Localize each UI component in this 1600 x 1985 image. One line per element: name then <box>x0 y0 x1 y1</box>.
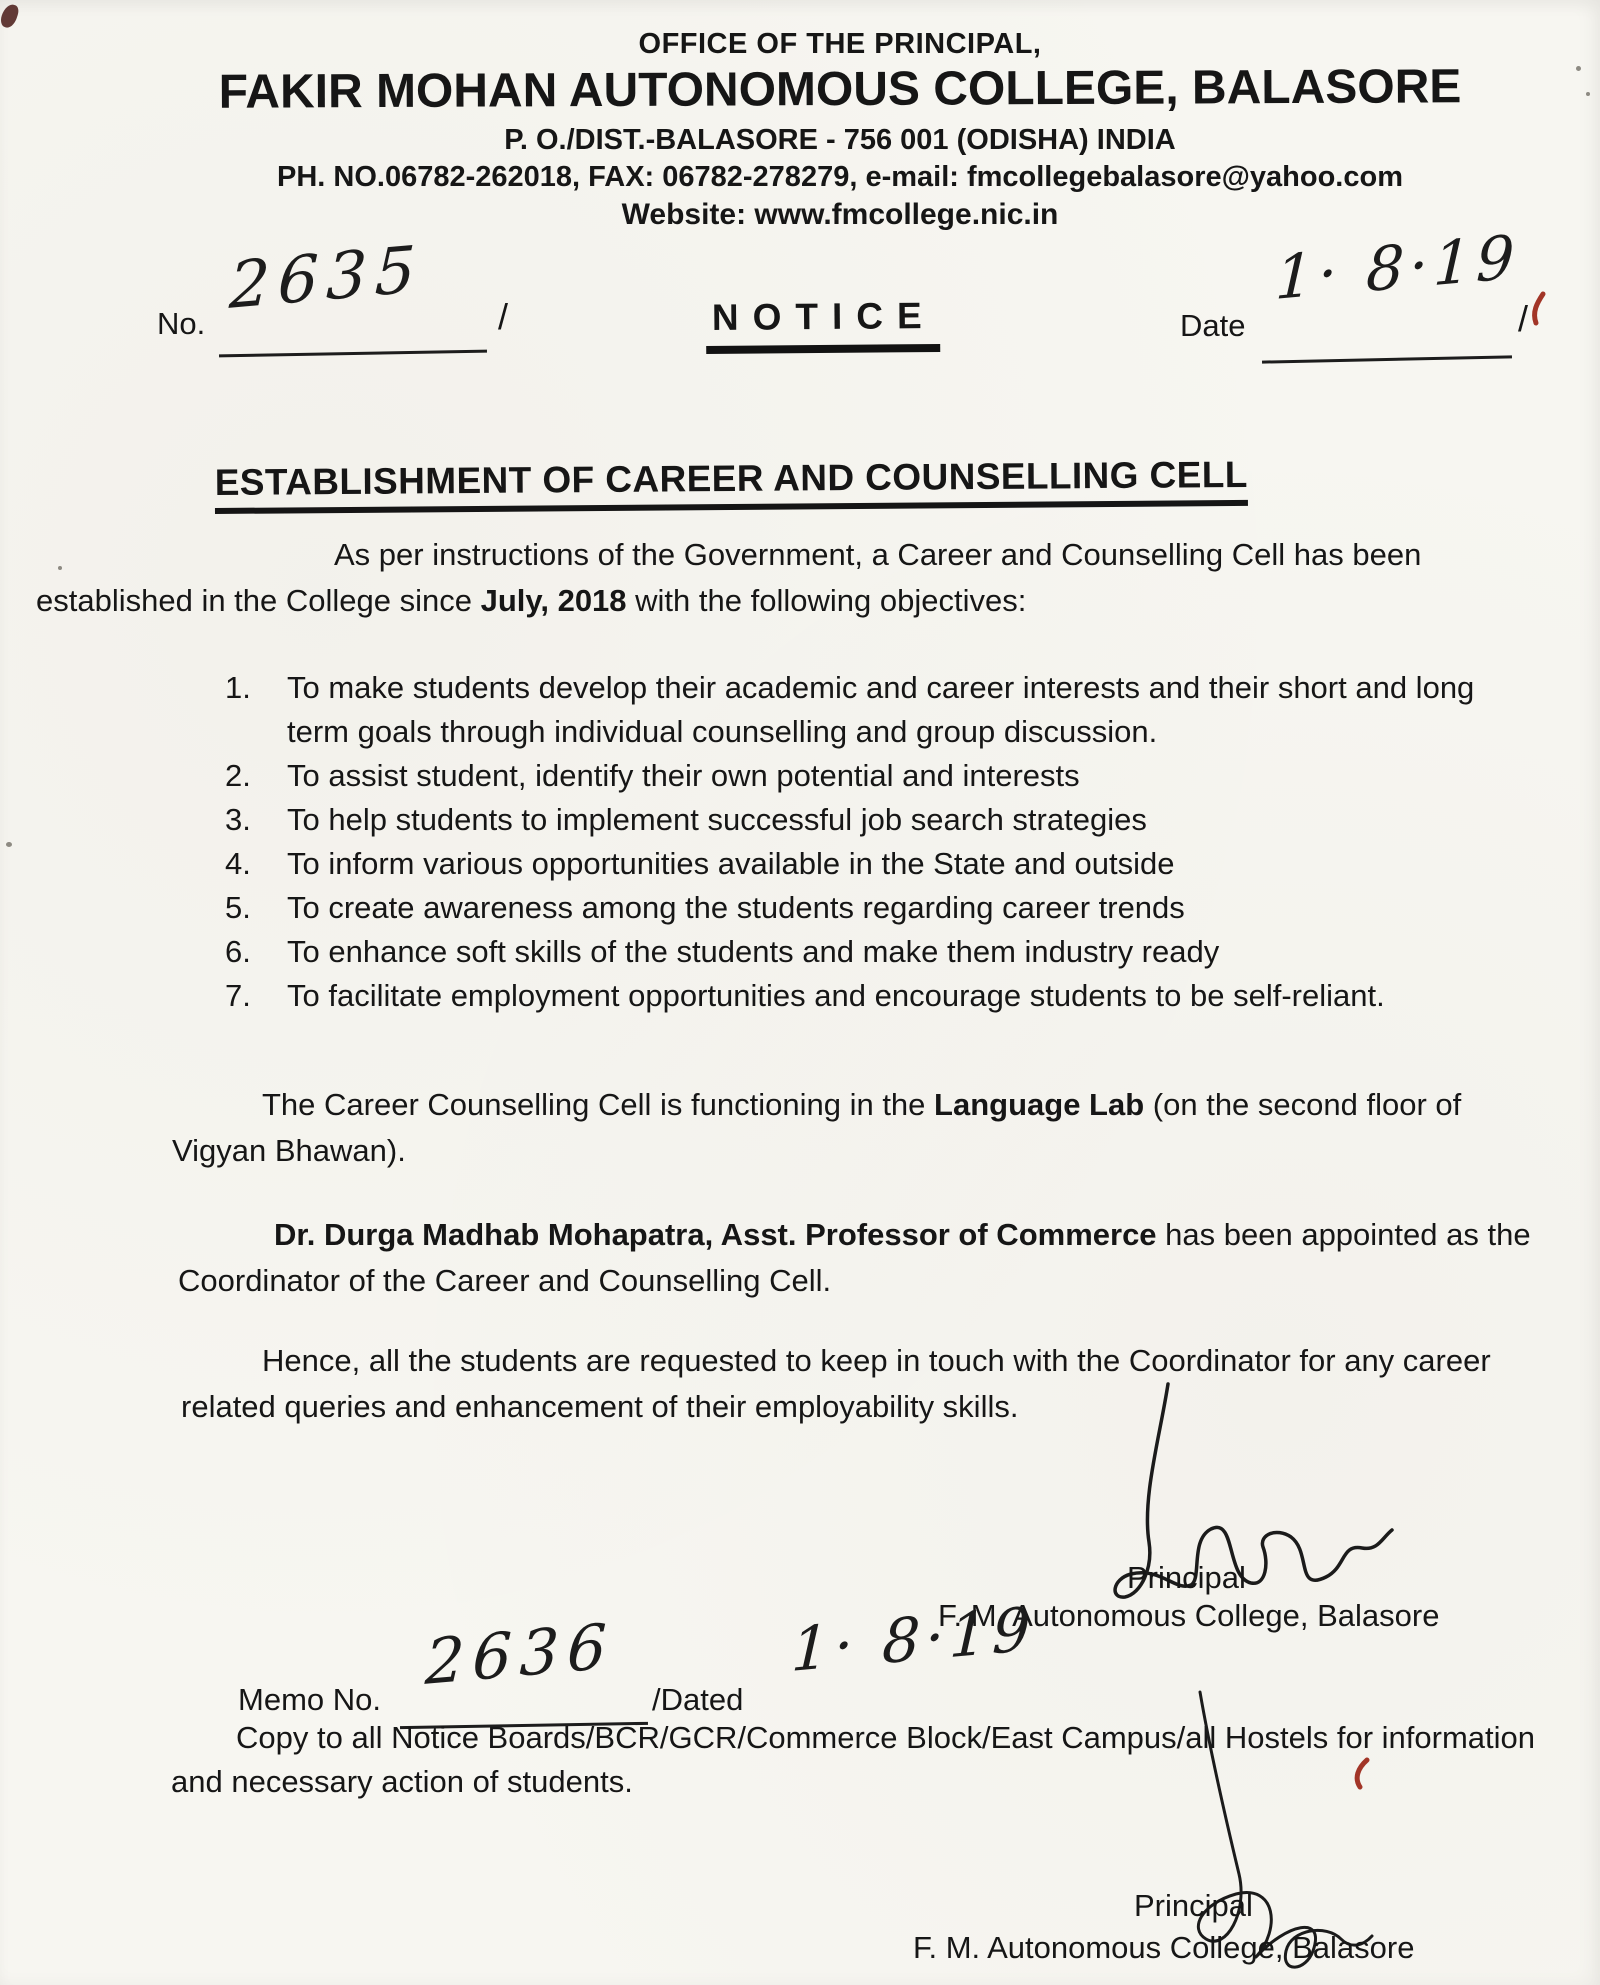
scan-speck <box>6 842 12 847</box>
memo-label: Memo No. <box>238 1682 381 1717</box>
objectives-list <box>225 666 1540 1018</box>
memo-number-handwritten: 2635 <box>228 232 425 324</box>
list-number: 3. <box>225 802 251 837</box>
date-label: Date <box>1180 308 1246 343</box>
location-pre: The Career Counselling Cell is functioning in the <box>262 1087 935 1122</box>
coordinator-paragraph <box>178 1212 1563 1304</box>
location-bold: Language Lab <box>934 1087 1145 1122</box>
memo-dated-label: /Dated <box>652 1682 744 1717</box>
list-number: 1. <box>225 670 251 705</box>
location-paragraph <box>172 1082 1562 1174</box>
list-item <box>225 842 1540 886</box>
coordinator-bold: Dr. Durga Madhab Mohapatra, Asst. Professor of Commerce <box>274 1217 1157 1252</box>
list-text: To enhance soft skills of the students and make them industry ready <box>287 934 1220 969</box>
letterhead <box>90 28 1590 232</box>
signature-institution: F. M. Autonomous College, Balasore <box>938 1598 1440 1633</box>
notice-heading: NOTICE <box>706 295 940 354</box>
coordinator-post: has been appointed as the Coordinator of the Career and Counselling Cell. <box>178 1217 1531 1298</box>
list-item <box>225 886 1540 930</box>
list-number: 2. <box>225 758 251 793</box>
no-label: No. <box>157 306 206 341</box>
list-item <box>225 974 1540 1018</box>
copy-to-paragraph: Copy to all Notice Boards/BCR/GCR/Commerce Block/East Campus/all Hostels for information and necessary action of students. <box>171 1720 1536 1799</box>
intro-post: with the following objectives: <box>626 583 1027 618</box>
date-handwritten: 1· 8·19 <box>1274 222 1521 314</box>
college-name: FAKIR MOHAN AUTONOMOUS COLLEGE, BALASORE <box>218 60 1462 120</box>
list-text: To inform various opportunities available in the State and outside <box>287 846 1175 881</box>
intro-bold: July, 2018 <box>480 583 627 618</box>
list-text: To assist student, identify their own potential and interests <box>287 758 1080 793</box>
scan-stain-top-left <box>0 2 20 29</box>
contact-line: PH. NO.06782-262018, FAX: 06782-278279, e-mail: fmcollegebalasore@yahoo.com <box>277 160 1403 193</box>
list-number: 7. <box>225 978 251 1013</box>
date-blank-line <box>1262 355 1512 363</box>
memo-number-handwritten: 2636 <box>424 1608 616 1699</box>
notice-title-wrap <box>214 453 1248 514</box>
office-line: OFFICE OF THE PRINCIPAL, <box>638 28 1042 60</box>
notice-title: ESTABLISHMENT OF CAREER AND COUNSELLING CELL <box>215 454 1248 514</box>
list-text: To help students to implement successful job search strategies <box>287 802 1147 837</box>
address-line: P. O./DIST.-BALASORE - 756 001 (ODISHA) INDIA <box>504 124 1176 157</box>
signature-institution-bottom: F. M. Autonomous College, Balasore <box>913 1930 1415 1965</box>
list-text: To make students develop their academic and career interests and their short and long term goals through individual counselling and group discussion. <box>287 670 1475 749</box>
list-number: 5. <box>225 890 251 925</box>
closing-paragraph: Hence, all the students are requested to keep in touch with the Coordinator for any career related queries and enhancement of their employability skills. <box>181 1343 1491 1424</box>
list-item <box>225 754 1540 798</box>
list-item <box>225 798 1540 842</box>
location-post: (on the second floor of Vigyan Bhawan). <box>172 1087 1462 1168</box>
memo-date-handwritten: 1· 8·19 <box>790 1594 1037 1686</box>
signature-designation: Principal <box>1127 1560 1246 1595</box>
list-item <box>225 930 1540 974</box>
list-text: To create awareness among the students regarding career trends <box>287 890 1185 925</box>
list-text: To facilitate employment opportunities and encourage students to be self-reliant. <box>287 978 1385 1013</box>
intro-paragraph <box>36 532 1541 624</box>
no-slash: / <box>498 296 509 337</box>
list-number: 6. <box>225 934 251 969</box>
website-line: Website: www.fmcollege.nic.in <box>621 198 1059 232</box>
no-blank-line <box>219 350 487 358</box>
red-pen-mark-date <box>1527 290 1549 328</box>
intro-pre: As per instructions of the Government, a Career and Counselling Cell has been established in the College since <box>36 537 1422 618</box>
list-item <box>225 666 1540 754</box>
signature-designation-bottom: Principal <box>1134 1888 1253 1923</box>
date-slash: / <box>1518 298 1529 339</box>
list-number: 4. <box>225 846 251 881</box>
